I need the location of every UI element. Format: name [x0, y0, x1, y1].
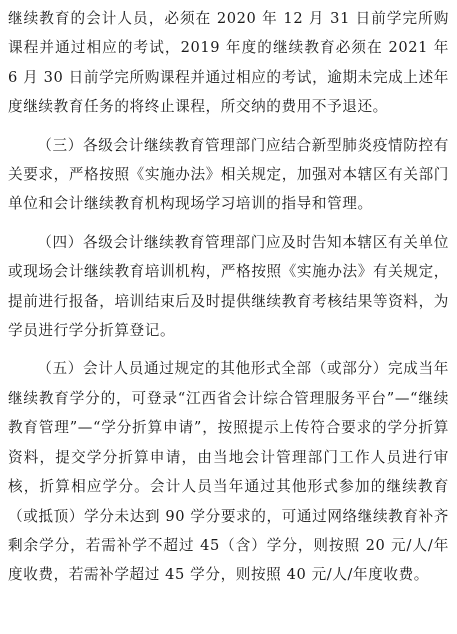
paragraph-section-five: （五）会计人员通过规定的其他形式全部（或部分）完成当年继续教育学分的，可登录“江西省会计综合管理服务平台”—“继续教育管理”—“学分折算申请”，按照提示上传符合要求的学分折算资料，提交学分折算申请，由当地会计管理部门工作人员进行审核，折算相应学分。会计人员当年通过其他形式参加的继续教育（或抵顶）学分未达到 90 学分要求的，可通过网络继续教育补齐剩余学分，若需补学不超过 45（含）学分，则按照 20 元/人/年度收费，若需补学超过 45 学分，则按照 40 元/人/年度收费。 — [8, 360, 449, 584]
paragraph-section-three: （三）各级会计继续教育管理部门应结合新型肺炎疫情防控有关要求，严格按照《实施办法》相关规定，加强对本辖区有关部门单位和会计继续教育机构现场学习培训的指导和管理。 — [8, 136, 449, 213]
paragraph-section-four: （四）各级会计继续教育管理部门应及时告知本辖区有关单位或现场会计继续教育培训机构，严格按照《实施办法》有关规定，提前进行报备，培训结束后及时提供继续教育考核结果等资料，为学员进行学分折算登记。 — [8, 233, 449, 340]
paragraph-continued: 继续教育的会计人员，必须在 2020 年 12 月 31 日前学完所购课程并通过相应的考试，2019 年度的继续教育必须在 2021 年 6 月 30 日前学完所购课程并通过相应的考试，逾期未完成上述年度继续教育任务的将终止课程，所交纳的费用不予退还。 — [8, 10, 449, 116]
